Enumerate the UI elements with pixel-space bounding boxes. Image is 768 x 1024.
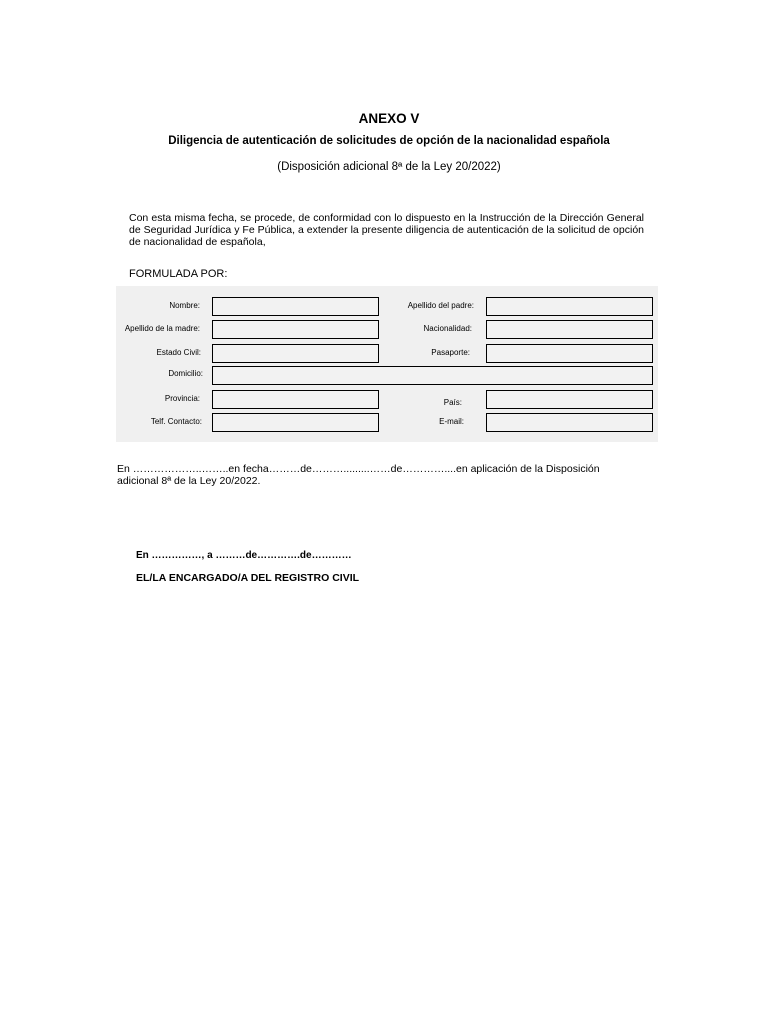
document-subtitle: Diligencia de autenticación de solicitudes de opción de la nacionalidad española (168, 135, 610, 147)
signature-place-date: En ……………, a ………de………….de………… (136, 550, 352, 561)
estado-civil-field[interactable] (212, 344, 379, 363)
nombre-field[interactable] (212, 297, 379, 316)
document-title: ANEXO V (358, 111, 420, 126)
pasaporte-label: Pasaporte: (431, 348, 470, 357)
apellido-padre-field[interactable] (486, 297, 653, 316)
email-label: E-mail: (439, 417, 464, 426)
telf-contacto-field[interactable] (212, 413, 379, 432)
apellido-padre-label: Apellido del padre: (407, 301, 474, 310)
authentication-statement: En ………………..……..en fecha………de……….........……de…………....en aplicación de la Disposición adicional 8ª de la Ley 20/2022. (117, 463, 600, 487)
domicilio-label: Domicilio: (168, 369, 203, 378)
apellido-madre-label: Apellido de la madre: (124, 324, 200, 333)
email-field[interactable] (486, 413, 653, 432)
nacionalidad-label: Nacionalidad: (423, 324, 472, 333)
telf-contacto-label: Telf. Contacto: (150, 417, 202, 426)
pais-label: País: (443, 398, 462, 407)
formulada-por-label: FORMULADA POR: (129, 268, 228, 280)
legal-reference: (Disposición adicional 8ª de la Ley 20/2022) (277, 161, 501, 173)
nombre-label: Nombre: (169, 301, 200, 310)
estado-civil-label: Estado Civil: (156, 348, 201, 357)
apellido-madre-field[interactable] (212, 320, 379, 339)
provincia-field[interactable] (212, 390, 379, 409)
provincia-label: Provincia: (164, 394, 200, 403)
intro-paragraph: Con esta misma fecha, se procede, de conformidad con lo dispuesto en la Instrucción de la Dirección General de Seguridad Jurídica y Fe Pública, a extender la presente diligencia de autenticación de la solicitud de opción de nacionalidad de española, (129, 212, 644, 248)
pais-field[interactable] (486, 390, 653, 409)
signature-role: EL/LA ENCARGADO/A DEL REGISTRO CIVIL (136, 572, 360, 584)
nacionalidad-field[interactable] (486, 320, 653, 339)
applicant-form (116, 286, 658, 442)
domicilio-field[interactable] (212, 366, 653, 385)
pasaporte-field[interactable] (486, 344, 653, 363)
